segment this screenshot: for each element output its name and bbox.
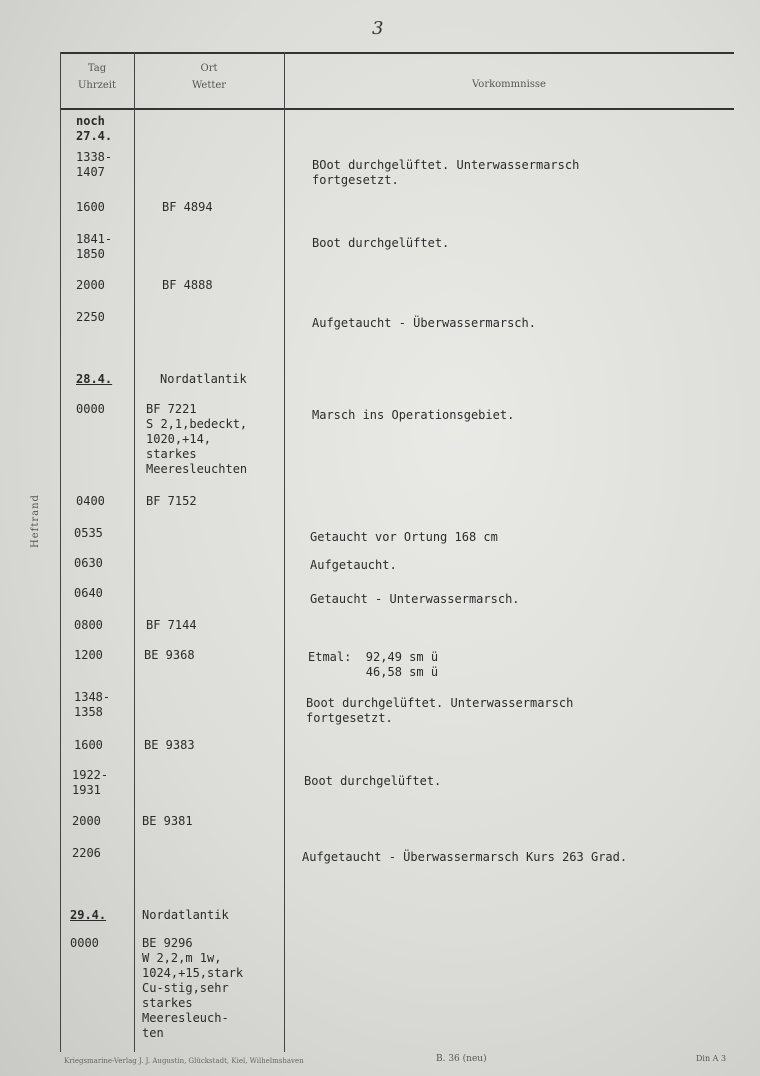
entry-time: 2000	[72, 814, 101, 828]
page-number: 3	[372, 18, 384, 39]
entry-time: 0400	[76, 494, 105, 508]
entry-place: BF 4894	[162, 200, 213, 214]
entry-time: 1348- 1358	[74, 690, 111, 719]
entry-place: BE 9383	[144, 738, 195, 752]
entry-time: noch 27.4.	[76, 114, 113, 143]
entry-place: BF 7144	[146, 618, 197, 632]
entry-time: 1841- 1850	[76, 232, 113, 261]
entry-time: 1200	[74, 648, 103, 662]
header-uhrzeit: Uhrzeit	[77, 80, 117, 91]
header-tag: Tag	[87, 63, 107, 74]
entry-date: 29.4.	[70, 908, 107, 922]
header-col-tag	[60, 60, 134, 94]
entry-event: Getaucht - Unterwassermarsch.	[310, 592, 520, 606]
col-divider-2	[284, 52, 285, 1052]
entry-event: Boot durchgelüftet.	[312, 236, 450, 250]
entry-time: 1338- 1407	[76, 150, 113, 179]
entry-date: 28.4.	[76, 372, 113, 386]
entry-time: 0800	[74, 618, 103, 632]
entry-time: 1600	[76, 200, 105, 214]
entry-event: Boot durchgelüftet.	[304, 774, 442, 788]
entry-place: BF 7152	[146, 494, 197, 508]
entry-event: Aufgetaucht.	[310, 558, 397, 572]
header-vorkommnisse: Vorkommnisse	[472, 79, 546, 90]
entry-place: BE 9296 W 2,2,m 1w, 1024,+15,stark Cu-stig,sehr starkes Meeresleuch- ten	[142, 936, 244, 1040]
entry-time: 2250	[76, 310, 105, 324]
entry-place: BF 4888	[162, 278, 213, 292]
header-ort: Ort	[200, 63, 218, 74]
entry-time: 0535	[74, 526, 103, 540]
table-header-rule	[60, 108, 734, 110]
entry-time: 0640	[74, 586, 103, 600]
entry-event: Marsch ins Operationsgebiet.	[312, 408, 515, 422]
col-divider-1	[134, 52, 135, 1052]
margin-label: Heftrand	[30, 494, 41, 548]
entry-time: 1600	[74, 738, 103, 752]
entry-time: 0630	[74, 556, 103, 570]
entry-place: Nordatlantik	[142, 908, 229, 922]
entry-event: Aufgetaucht - Überwassermarsch Kurs 263 Grad.	[302, 850, 628, 864]
entry-place: Nordatlantik	[160, 372, 247, 386]
entry-event: BOot durchgelüftet. Unterwassermarsch fortgesetzt.	[312, 158, 580, 187]
entry-event: Getaucht vor Ortung 168 cm	[310, 530, 498, 544]
entry-place: BE 9381	[142, 814, 193, 828]
entry-place: BE 9368	[144, 648, 195, 662]
etmal-entry: Etmal: 92,49 sm ü 46,58 sm ü	[308, 650, 439, 679]
entry-place: BF 7221 S 2,1,bedeckt, 1020,+14, starkes Meeresleuchten	[146, 402, 248, 476]
entry-time: 1922- 1931	[72, 768, 109, 797]
header-wetter: Wetter	[191, 80, 227, 91]
footer-size: Din A 3	[696, 1054, 727, 1063]
table-left-border	[60, 52, 61, 1052]
entry-time: 2206	[72, 846, 101, 860]
entry-time: 0000	[76, 402, 105, 416]
entry-event: Boot durchgelüftet. Unterwassermarsch fortgesetzt.	[306, 696, 574, 725]
entry-event: Aufgetaucht - Überwassermarsch.	[312, 316, 536, 330]
log-table	[60, 52, 734, 1052]
footer-printer: Kriegsmarine-Verlag J. J. Augustin, Glückstadt, Kiel, Wilhelmshaven	[64, 1057, 304, 1065]
entry-time: 2000	[76, 278, 105, 292]
entry-time: 0000	[70, 936, 99, 950]
header-col-ort	[134, 60, 284, 94]
footer-form: B. 36 (neu)	[436, 1054, 487, 1064]
table-top-rule	[60, 52, 734, 54]
